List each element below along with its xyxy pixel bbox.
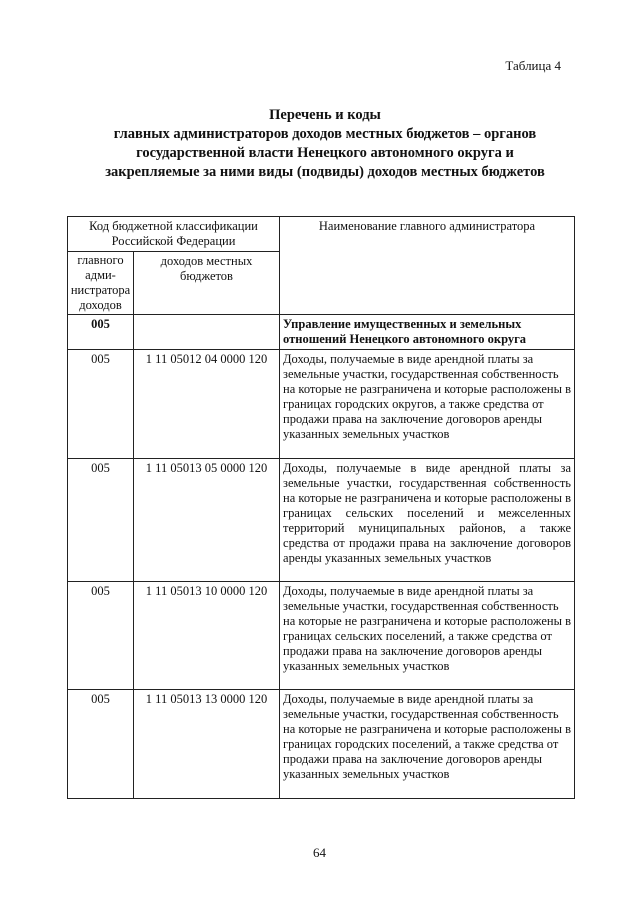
admin-code: 005	[68, 350, 134, 459]
header-income: доходов местных бюджетов	[134, 252, 280, 315]
income-name: Доходы, получаемые в виде арендной платы за земельные участки, государственная собственность на которые не разграничена и которые расположены в границах городских округов, а также средства от продажи права на заключение договоров аренды указанных земельных участков	[280, 350, 575, 459]
page-number: 64	[313, 845, 326, 860]
administrators-table	[67, 216, 575, 799]
table-row	[68, 350, 575, 459]
income-code	[134, 315, 280, 350]
header-name: Наименование главного администратора	[280, 217, 575, 315]
title-line: главных администраторов доходов местных бюджетов – органов	[113, 126, 537, 142]
admin-code: 005	[68, 459, 134, 582]
admin-code: 005	[68, 315, 134, 350]
admin-code: 005	[68, 582, 134, 690]
header-code-group: Код бюджетной классификации Российской Федерации	[68, 217, 280, 252]
title-line: государственной власти Ненецкого автономного округа и	[136, 145, 514, 161]
admin-code: 005	[68, 690, 134, 799]
document-title	[60, 106, 590, 182]
table-row	[68, 690, 575, 799]
table-row	[68, 459, 575, 582]
title-line: закрепляемые за ними виды (подвиды) доходов местных бюджетов	[105, 164, 545, 180]
table-label: Таблица 4	[505, 58, 561, 73]
income-code: 1 11 05013 05 0000 120	[134, 459, 280, 582]
income-code: 1 11 05013 10 0000 120	[134, 582, 280, 690]
income-name: Доходы, получаемые в виде арендной платы за земельные участки, государственная собственность на которые не разграничена и которые расположены в границах сельских поселений и межселенных территорий муниципальных районов, а также средства от продажи права на заключение договоров аренды указанных земельных участков	[280, 459, 575, 582]
income-name: Доходы, получаемые в виде арендной платы за земельные участки, государственная собственность на которые не разграничена и которые расположены в границах сельских поселений, а также средства от продажи права на заключение договоров аренды указанных земельных участков	[280, 582, 575, 690]
table-row	[68, 582, 575, 690]
title-line: Перечень и коды	[269, 107, 381, 123]
table-row	[68, 315, 575, 350]
table-header-row	[68, 217, 575, 252]
admin-name: Управление имущественных и земельных отношений Ненецкого автономного округа	[280, 315, 575, 350]
header-admin: главного адми-нистратора доходов	[68, 252, 134, 315]
income-code: 1 11 05012 04 0000 120	[134, 350, 280, 459]
income-code: 1 11 05013 13 0000 120	[134, 690, 280, 799]
income-name: Доходы, получаемые в виде арендной платы за земельные участки, государственная собственность на которые не разграничена и которые расположены в границах городских поселений, а также средства от продажи права на заключение договоров аренды указанных земельных участков	[280, 690, 575, 799]
